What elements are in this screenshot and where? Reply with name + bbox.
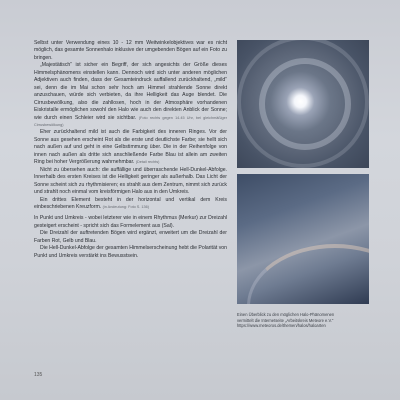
paragraph-1: Selbst unter Verwendung eines 10 - 12 mm Weitwinkelobjektives war es nicht möglich, das gesamte Sonnenhalo inklusive der umgebenden Bögen auf ein Foto zu bringen. (34, 40, 227, 61)
photo-time-note: (Foto rechts gegen 14.45 Uhr, bei gleichmäßiger Cirrusbewölkung) (34, 115, 227, 127)
paragraph-6: In Punkt und Umkreis - wobei letzterer wie in einem Rhythmus (Merkur) zur Dreizahl gesteigert erscheint - spricht sich das Formelement aus (Sal). (34, 215, 227, 229)
paragraph-3 (34, 129, 227, 166)
paragraph-8: Die Hell-Dunkel-Abfolge der gesamten Himmelserscheinung hebt die Polarität von Punkt und Umkreis verstärkt ins Bewusstsein. (34, 245, 227, 259)
page-number: 135 (34, 372, 43, 378)
paragraph-5-text: Ein drittes Element besteht in der horizontal und vertikal dem Kreis einbeschriebenen Kreuzform. (34, 196, 227, 210)
sketch-note: (in Andeutung: Foto S. 136) (102, 204, 150, 209)
paragraph-3-text: Eher zurückhaltend mild ist auch die Farbigkeit des inneren Ringes. Vor der Sonne aus gesehen erscheint Rot als die erste und deutlichste Farbe; sie hellt sich nach außen auf und geht in eine Gelbstimmung über. Die in der Reihenfolge von innen nach außen als dritte sich anschließende Farbe Blau ist allein am zweiten Ring bei hoher Vergrößerung wahrnehmbar. (34, 129, 227, 166)
halo-arc (247, 244, 369, 304)
halo-arc-photo (237, 174, 369, 304)
sun-halo-photo (237, 40, 369, 168)
body-text-column (34, 40, 227, 260)
paragraph-2-text: „Majestätisch“ ist sicher ein Begriff, der sich angesichts der Größe dieses Himmelsphänomens einstellen kann. Dennoch wird sich unter anderen möglichen Adjektiven auch finden, dass der Gesamteindruck auffallend zurückhaltend, „mild“ sei, denn die im Mai schon sehr hoch am Himmel strahlende Sonne direkt anzuschauen, würde sich verbieten, da ihre Helligkeit das Auge blendet. Die Cirrusbewölkung, also die zahllosen, hoch in der Atmosphäre vorhandenen Eiskristalle ermöglichen sowohl den Halo wie auch den direkten Anblick der Sonne; wie durch einen Schleier wird sie sichtbar. (34, 62, 227, 121)
paragraph-4: Nicht zu übersehen auch: die auffällige und überraschende Hell-Dunkel-Abfolge. Innerhalb des ersten Kreises ist die Helligkeit geringer als außerhalb. Das Licht der Sonne scheint sich zu rhythmisieren; es strahlt aus dem Zentrum, nimmt sich zurück und strahlt noch einmal vom kreisförmigen Halo aus in den Umkreis. (34, 166, 227, 196)
paragraph-5 (34, 197, 227, 212)
caption-url[interactable]: https://www.meteoros.de/themen/halos/haloarten (237, 323, 326, 329)
detail-note: (Detail rechts) (135, 160, 160, 165)
paragraph-7: Die Dreizahl der auftretenden Bögen wird ergänzt, erweitert um die Dreizahl der Farben Rot, Gelb und Blau. (34, 230, 227, 244)
paragraph-2 (34, 62, 227, 129)
caption-line-1: Einen Überblick zu den möglichen Halo-Phänomenen (237, 312, 335, 317)
photo-caption (237, 312, 377, 329)
caption-line-2: vermittelt die Internetseite „Arbeitskreis Meteore e.V.“ (237, 317, 334, 323)
halo-ring-outer (237, 40, 369, 168)
